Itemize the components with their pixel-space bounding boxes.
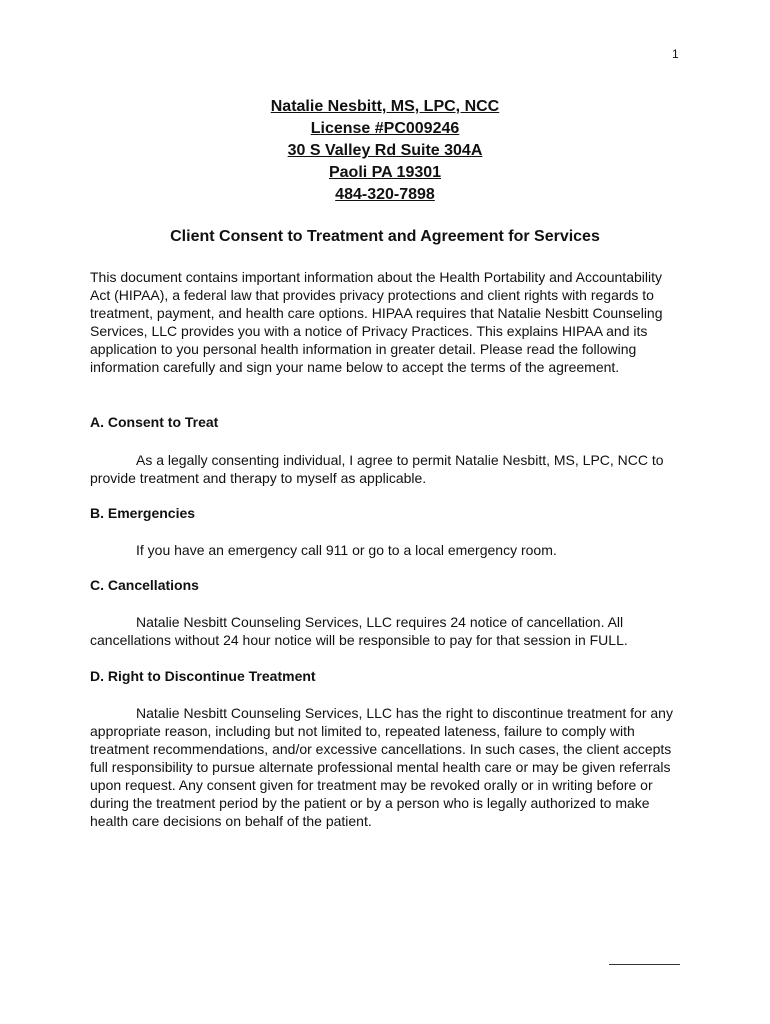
address-line-1: 30 S Valley Rd Suite 304A [287,142,483,159]
license-number: License #PC009246 [310,120,460,137]
page-number: 1 [672,47,679,61]
section-a-heading: A. Consent to Treat [90,414,219,430]
section-d-text: Natalie Nesbitt Counseling Services, LLC has the right to discontinue treatment for any appropriate reason, including but not limited to, repeated lateness, failure to comply with treatment recommendations, and/or excessive cancellations. In such cases, the client accepts full responsibility to pursue alternate professional mental health care or may be given referrals upon request. Any consent given for treatment may be revoked orally or in writing before or during the treatment period by the patient or by a person who is legally authorized to make health care decisions on behalf of the patient. [90,705,673,829]
phone-number: 484-320-7898 [335,186,435,203]
section-c-heading: C. Cancellations [90,577,199,593]
letterhead [0,96,770,206]
section-a-text: As a legally consenting individual, I agree to permit Natalie Nesbitt, MS, LPC, NCC to provide treatment and therapy to myself as applicable. [90,452,664,486]
section-b-text: If you have an emergency call 911 or go to a local emergency room. [136,542,557,558]
address-line-2: Paoli PA 19301 [328,164,442,181]
intro-paragraph: This document contains important information about the Health Portability and Accountability Act (HIPAA), a federal law that provides privacy protections and client rights with regards to treatment, payment, and health care options. HIPAA requires that Natalie Nesbitt Counseling Services, LLC provides you with a notice of Privacy Practices. This explains HIPAA and its application to you personal health information in greater detail. Please read the following information carefully and sign your name below to accept the terms of the agreement. [90,269,663,375]
section-c-text: Natalie Nesbitt Counseling Services, LLC requires 24 notice of cancellation. All cancellations without 24 hour notice will be responsible to pay for that session in FULL. [90,614,628,648]
document-title: Client Consent to Treatment and Agreement for Services [170,228,600,245]
section-d-heading: D. Right to Discontinue Treatment [90,668,316,684]
section-b-heading: B. Emergencies [90,505,196,521]
provider-name: Natalie Nesbitt, MS, LPC, NCC [270,98,500,115]
initials-line [609,964,680,965]
